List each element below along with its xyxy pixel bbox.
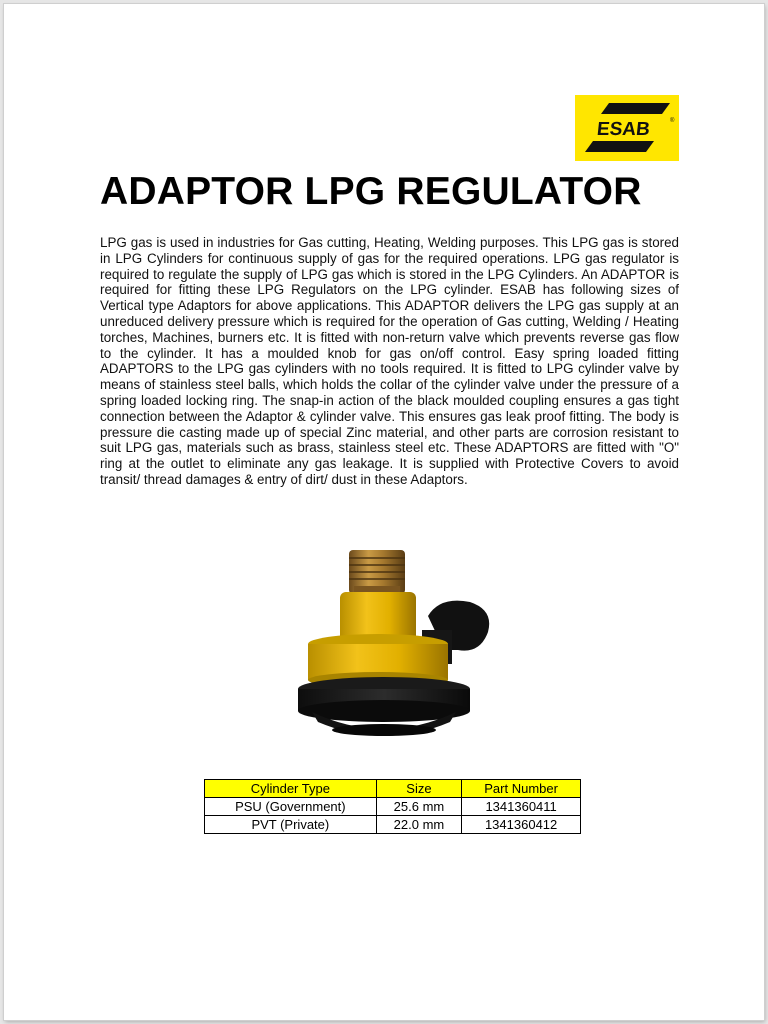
cell-cylinder-type: PVT (Private) [205,816,377,834]
logo-text: ESAB [595,119,651,140]
page-title: ADAPTOR LPG REGULATOR [100,170,642,213]
header-size: Size [376,780,462,798]
cell-cylinder-type: PSU (Government) [205,798,377,816]
table-header-row [205,780,581,798]
cell-part-number: 1341360412 [462,816,581,834]
adaptor-product-image [280,544,502,744]
cell-part-number: 1341360411 [462,798,581,816]
registered-mark: ® [670,118,675,124]
table-row [205,798,581,816]
table-row [205,816,581,834]
document-page [4,4,764,1020]
esab-logo [575,95,679,161]
description-paragraph: LPG gas is used in industries for Gas cutting, Heating, Welding purposes. This LPG gas is stored in LPG Cylinders for continuous supply of gas for the required operations. LPG gas regulator is required to regulate the supply of LPG gas which is stored in the LPG Cylinders. An ADAPTOR is required for fitting these LPG Regulators on the LPG cylinder. ESAB has following sizes of Vertical type Adaptors for above applications. This ADAPTOR delivers the LPG gas supply at an unreduced delivery pressure which is required for the operation of Gas cutting, Welding / Heating torches, Machines, burners etc. It is fitted with non-return valve which prevents reverse gas flow to the cylinder. It has a moulded knob for gas on/off control. Easy spring loaded fitting ADAPTORS to the LPG gas cylinders with no tools required. It is fitted to LPG cylinder valve by means of stainless steel balls, which holds the collar of the cylinder valve under the pressure of a spring loaded locking ring. The snap-in action of the black moulded coupling ensures a gas tight connection between the Adaptor & cylinder valve. This ensures gas leak proof fitting. The body is pressure die casting made up of special Zinc material, and other parts are corrosion resistant to suit LPG gas, materials such as brass, stainless steel etc. These ADAPTORS are fitted with "O" ring at the outlet to eliminate any gas leakage. It is supplied with Protective Covers to avoid transit/ thread damages & entry of dirt/ dust in these Adaptors. [100,235,679,487]
cell-size: 25.6 mm [376,798,462,816]
spec-table [204,779,581,834]
cell-size: 22.0 mm [376,816,462,834]
header-part-number: Part Number [462,780,581,798]
header-cylinder-type: Cylinder Type [205,780,377,798]
